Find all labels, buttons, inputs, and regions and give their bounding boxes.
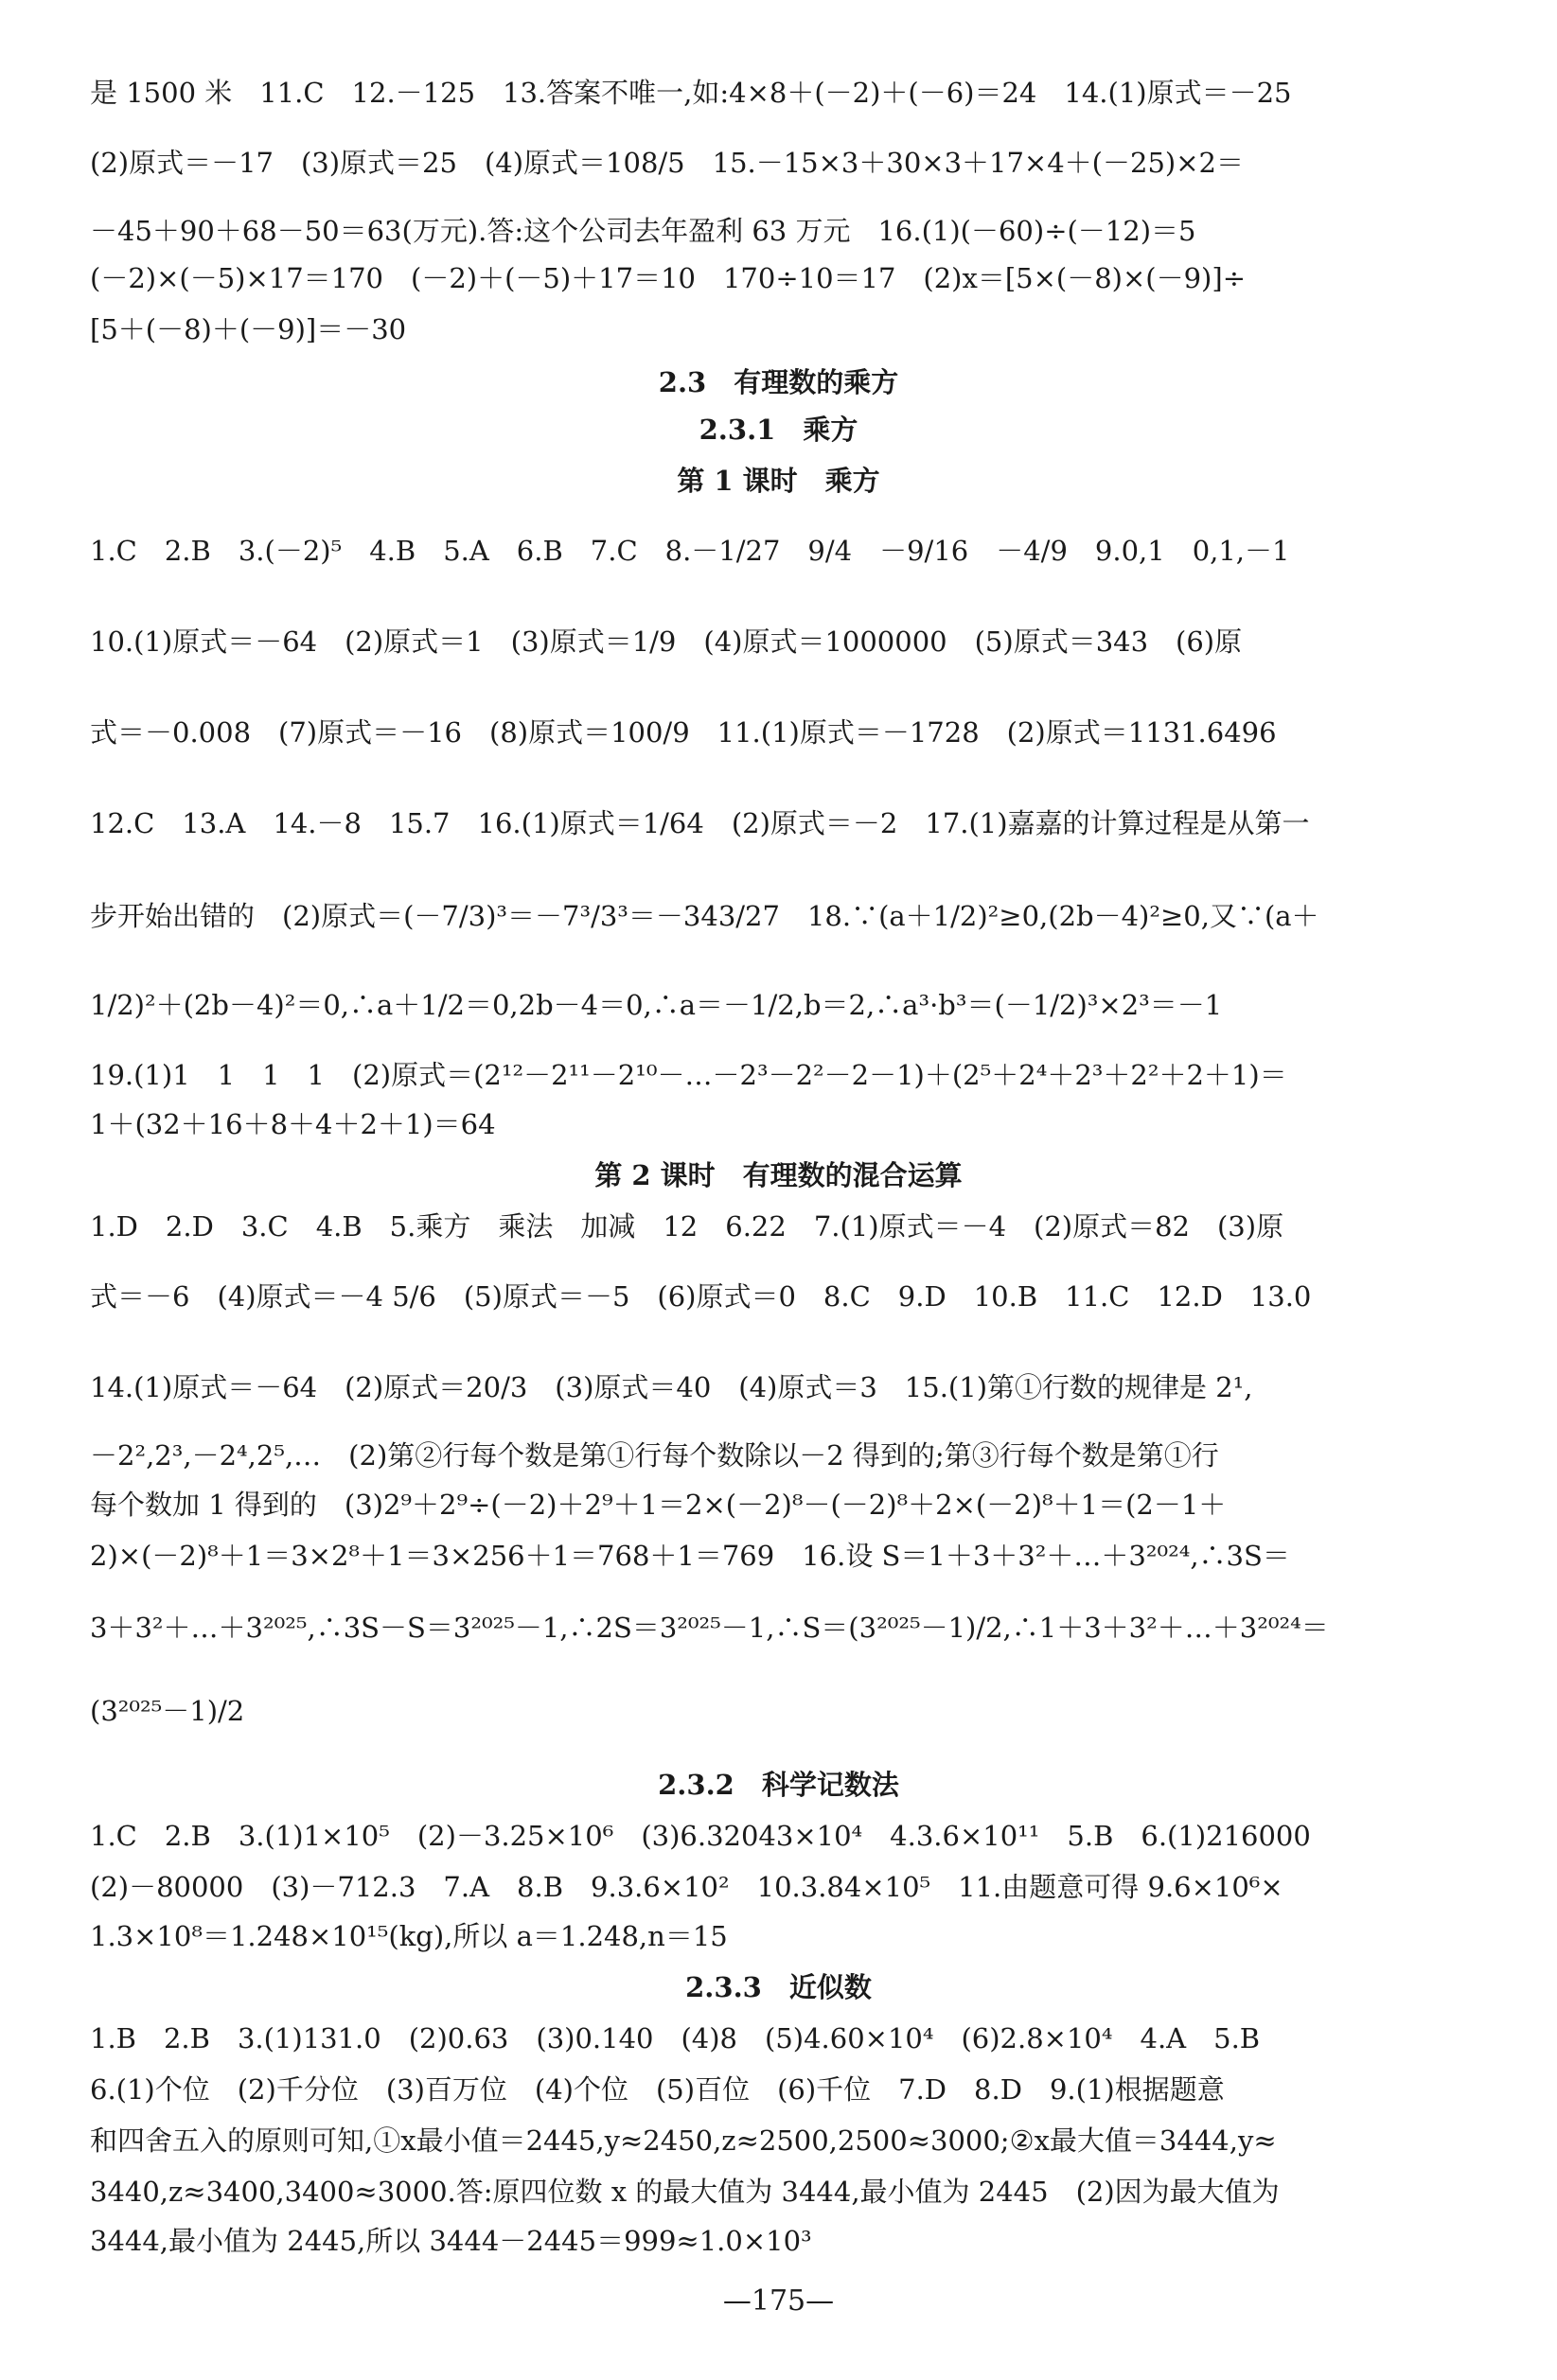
text-line: 6.(1)个位 (2)千分位 (3)百万位 (4)个位 (5)百位 (6)千位 7.D 8.D 9.(1)根据题意 (90, 2073, 1225, 2106)
text-line: 1.3×10⁸＝1.248×10¹⁵(kg),所以 a＝1.248,n＝15 (90, 1920, 728, 1952)
text-line: 每个数加 1 得到的 (3)2⁹＋2⁹÷(－2)＋2⁹＋1＝2×(－2)⁸－(－2)⁸＋2×(－2)⁸＋1＝(2－1＋ (90, 1489, 1227, 1521)
section-heading: 2.3 有理数的乘方 (658, 366, 899, 398)
text-line: 步开始出错的 (2)原式＝(－7/3)³＝－7³/3³＝－343/27 18.∵(a＋1/2)²≥0,(2b－4)²≥0,又∵(a＋ (90, 900, 1319, 932)
text-line: 和四舍五入的原则可知,①x最小值＝2445,y≈2450,z≈2500,2500≈3000;②x最大值＝3444,y≈ (90, 2124, 1277, 2157)
text-line: 1＋(32＋16＋8＋4＋2＋1)＝64 (90, 1108, 496, 1140)
text-line: 12.C 13.A 14.－8 15.7 16.(1)原式＝1/64 (2)原式＝－2 17.(1)嘉嘉的计算过程是从第一 (90, 807, 1310, 839)
text-line: 1.D 2.D 3.C 4.B 5.乘方 乘法 加减 12 6.22 7.(1)原式＝－4 (2)原式＝82 (3)原 (90, 1210, 1284, 1243)
text-line: (－2)×(－5)×17＝170 (－2)＋(－5)＋17＝10 170÷10＝17 (2)x＝[5×(－8)×(－9)]÷ (90, 262, 1246, 294)
text-line: 是 1500 米 11.C 12.－125 13.答案不唯一,如:4×8＋(－2)＋(－6)＝24 14.(1)原式＝－25 (90, 77, 1292, 109)
text-line: 19.(1)1 1 1 1 (2)原式＝(2¹²－2¹¹－2¹⁰－…－2³－2²－2－1)＋(2⁵＋2⁴＋2³＋2²＋2＋1)＝ (90, 1059, 1287, 1091)
subsection-heading: 2.3.3 近似数 (685, 1971, 872, 2003)
text-line: 式＝－0.008 (7)原式＝－16 (8)原式＝100/9 11.(1)原式＝－1728 (2)原式＝1131.6496 (90, 716, 1277, 749)
text-line: 3＋3²＋…＋3²⁰²⁵,∴3S－S＝3²⁰²⁵－1,∴2S＝3²⁰²⁵－1,∴S＝(3²⁰²⁵－1)/2,∴1＋3＋3²＋…＋3²⁰²⁴＝ (90, 1612, 1329, 1644)
text-line: 1.C 2.B 3.(1)1×10⁵ (2)－3.25×10⁶ (3)6.32043×10⁴ 4.3.6×10¹¹ 5.B 6.(1)216000 (90, 1820, 1311, 1852)
subsection-heading: 2.3.2 科学记数法 (658, 1769, 899, 1801)
text-line: 3440,z≈3400,3400≈3000.答:原四位数 x 的最大值为 3444,最小值为 2445 (2)因为最大值为 (90, 2176, 1280, 2208)
text-line: [5＋(－8)＋(－9)]＝－30 (90, 313, 407, 345)
text-line: 2)×(－2)⁸＋1＝3×2⁸＋1＝3×256＋1＝768＋1＝769 16.设 S＝1＋3＋3²＋…＋3²⁰²⁴,∴3S＝ (90, 1540, 1290, 1572)
text-line: 3444,最小值为 2445,所以 3444－2445＝999≈1.0×10³ (90, 2225, 812, 2257)
text-line: 1.C 2.B 3.(－2)⁵ 4.B 5.A 6.B 7.C 8.－1/27 9/4 －9/16 －4/9 9.0,1 0,1,－1 (90, 535, 1290, 567)
text-line: 10.(1)原式＝－64 (2)原式＝1 (3)原式＝1/9 (4)原式＝1000000 (5)原式＝343 (6)原 (90, 626, 1243, 658)
text-line: (2)－80000 (3)－712.3 7.A 8.B 9.3.6×10² 10.3.84×10⁵ 11.由题意可得 9.6×10⁶× (90, 1871, 1283, 1903)
text-line: (2)原式＝－17 (3)原式＝25 (4)原式＝108/5 15.－15×3＋30×3＋17×4＋(－25)×2＝ (90, 147, 1244, 179)
text-line: －2²,2³,－2⁴,2⁵,… (2)第②行每个数是第①行每个数除以－2 得到的;第③行每个数是第①行 (90, 1439, 1219, 1472)
text-line: 式＝－6 (4)原式＝－4 5/6 (5)原式＝－5 (6)原式＝0 8.C 9.D 10.B 11.C 12.D 13.0 (90, 1280, 1312, 1313)
text-line: (3²⁰²⁵－1)/2 (90, 1695, 245, 1727)
text-line: 1.B 2.B 3.(1)131.0 (2)0.63 (3)0.140 (4)8 (5)4.60×10⁴ (6)2.8×10⁴ 4.A 5.B (90, 2022, 1261, 2054)
lesson-heading: 第 2 课时 有理数的混合运算 (594, 1159, 963, 1191)
subsection-heading: 2.3.1 乘方 (699, 414, 858, 446)
text-line: 1/2)²＋(2b－4)²＝0,∴a＋1/2＝0,2b－4＝0,∴a＝－1/2,b＝2,∴a³·b³＝(－1/2)³×2³＝－1 (90, 989, 1223, 1021)
page-number: —175— (722, 2284, 835, 2318)
text-line: －45＋90＋68－50＝63(万元).答:这个公司去年盈利 63 万元 16.(1)(－60)÷(－12)＝5 (90, 215, 1196, 247)
text-line: 14.(1)原式＝－64 (2)原式＝20/3 (3)原式＝40 (4)原式＝3 15.(1)第①行数的规律是 2¹, (90, 1371, 1253, 1403)
lesson-heading: 第 1 课时 乘方 (677, 465, 880, 497)
